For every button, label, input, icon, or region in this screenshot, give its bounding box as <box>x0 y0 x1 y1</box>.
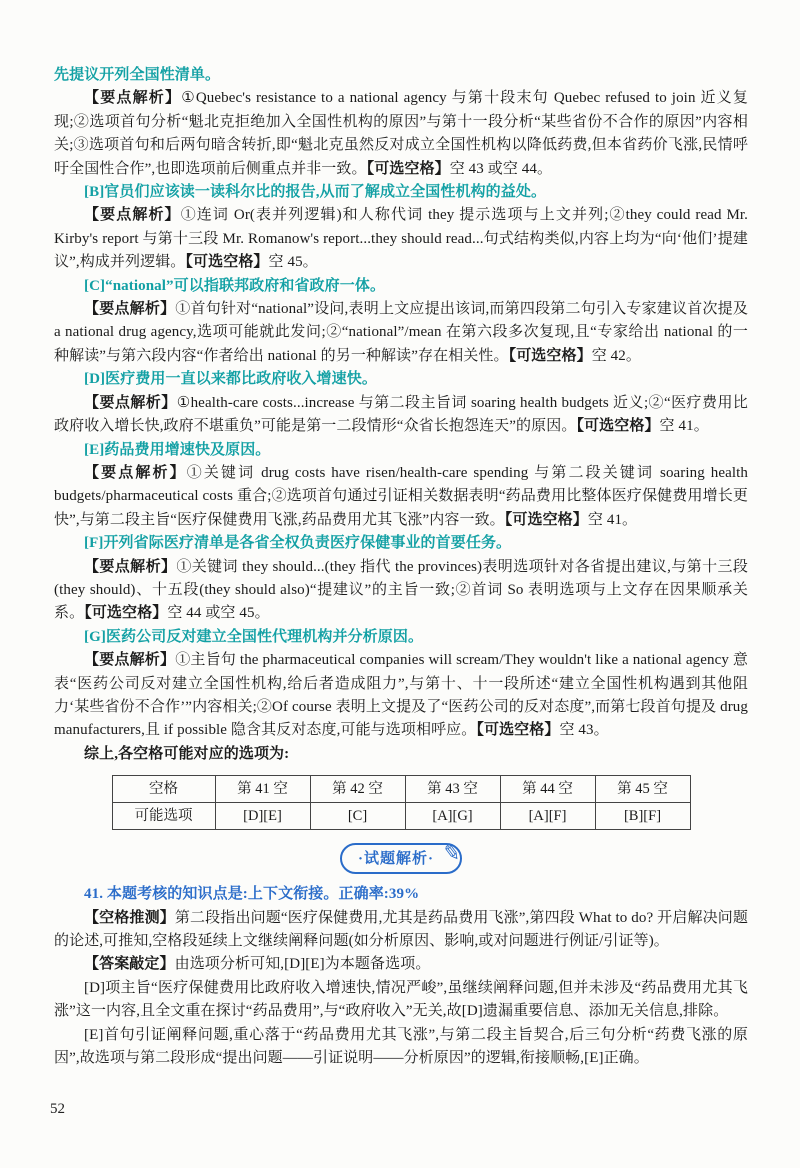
text-segment: 【要点解析】 <box>84 301 176 318</box>
text-segment: ①关键词 drug costs have risen/health-care spending 与第二段关键词 soaring health budgets/pharmaceutical costs 重合;②选项首句通过引证相关数据表明“药品费用比整体医疗保健费用增长更快”,与第二段主旨“医疗保健费用飞涨,药品费用尤其飞涨”内容一致。 <box>54 464 748 528</box>
option-d-analysis <box>54 392 748 439</box>
text-segment: 【可选空格】 <box>504 511 588 528</box>
table-cell-blank44: 第 44 空 <box>500 776 595 803</box>
question-41-heading: 41. 本题考核的知识点是:上下文衔接。正确率:39% <box>84 886 420 903</box>
table-cell-blank42: 第 42 空 <box>310 776 405 803</box>
option-a-tail-heading: 先提议开列全国性清单。 <box>54 67 221 83</box>
table-header-row <box>112 776 690 803</box>
option-c-analysis <box>54 298 748 368</box>
text-segment: 空 43。 <box>559 722 609 739</box>
text-segment: 【要点解析】 <box>84 207 181 224</box>
table-cell-options42: [C] <box>310 803 405 830</box>
text-segment: 由选项分析可知,[D][E]为本题备选项。 <box>174 956 431 973</box>
option-f-heading: [F]开列省际医疗清单是各省全权负责医疗保健事业的首要任务。 <box>84 535 512 552</box>
text-segment: 空 43 或空 44。 <box>449 160 553 177</box>
text-segment: 【要点解析】 <box>84 464 187 481</box>
option-e-analysis <box>54 462 748 532</box>
page-content <box>54 64 748 1070</box>
text-segment: 【可选空格】 <box>185 254 269 271</box>
text-segment: ①关键词 they should...(they 指代 the provinces)表明选项针对各省提出建议,与第十三段(they should)、十五段(they should also)“提建议”的主旨一致;②首词 So 表明选项与上文存在因果顺承关系。 <box>54 558 748 622</box>
text-segment: ①首句针对“national”设问,表明上文应提出该词,而第四段第二句引入专家建议首次提及 a national drug agency,选项可能就此发问;②“national”/mean 在第六段多次复现,且“专家给出 national 的一种解读”与第六段内容“作者给出 national 的另一种解读”存在相关性。 <box>54 301 748 364</box>
text-segment: 空 45。 <box>268 254 318 271</box>
option-e-evaluation-paragraph <box>54 1024 748 1071</box>
text-segment: ①health-care costs...increase 与第二段主旨词 soaring health budgets 近义;②“医疗费用比政府收入增长快,政府不堪重负”可能是第一二段情形“众省长抱怨连天”的原因。 <box>54 394 748 435</box>
option-g-heading: [G]医药公司反对建立全国性代理机构并分析原因。 <box>84 628 424 645</box>
text-segment: 【可选空格】 <box>508 347 592 364</box>
text-segment: 空 44 或空 45。 <box>167 605 270 622</box>
summary-line: 综上,各空格可能对应的选项为: <box>84 745 290 762</box>
badge-label: ·试题解析· <box>357 851 434 868</box>
text-segment: 第二段指出问题“医疗保健费用,尤其是药品费用飞涨”,第四段 What to do? 开启解决问题的论述,可推知,空格段延续上文继续阐释问题(如分析原因、影响,或对问题进行例证/引证等)。 <box>54 909 748 949</box>
text-segment: 空 41。 <box>659 418 709 435</box>
text-segment: ①主旨句 the pharmaceutical companies will scream/They wouldn't like a national agency 意表“医药公司反对建立全国性机构,给后者造成阻力”,与第十、十一段所述“建立全国性机构遇到其他阻力‘某些省份不合作’”内容相关;②Of course 表明上文提及了“医药公司的反对态度”,而第七段首句提及 drug manufacturers,且 if possible 隐含其反对态度,可能与选项相呼应。 <box>54 652 748 739</box>
text-segment: [D]项主旨“医疗保健费用比政府收入增速快,情况严峻”,虽继续阐释问题,但并未涉及“药品费用尤其飞涨”这一内容,且全文重在探讨“药品费用”,与“政府收入”无关,故[D]遗漏重要信息、添加无关信息,排除。 <box>54 979 748 1020</box>
option-d-evaluation-paragraph <box>54 977 748 1024</box>
text-segment: 【要点解析】 <box>84 90 182 107</box>
text-segment: ①连词 Or(表并列逻辑)和人称代词 they 提示选项与上文并列;②they could read Mr. Kirby's report 与第十三段 Mr. Romanow's report...they should read...句式结构类似,内容上均为“向‘他们’提建议”,构成并列逻辑。 <box>54 207 748 271</box>
text-segment: 【可选空格】 <box>366 160 450 177</box>
option-d-heading: [D]医疗费用一直以来都比政府收入增速快。 <box>84 371 377 388</box>
options-table <box>112 775 691 830</box>
answer-confirmation-paragraph <box>54 953 748 976</box>
option-e-heading: [E]药品费用增速快及原因。 <box>84 441 271 458</box>
text-segment: 【要点解析】 <box>84 394 177 411</box>
blank-prediction-paragraph <box>54 907 748 954</box>
table-cell-options44: [A][F] <box>500 803 595 830</box>
section-badge-row <box>54 840 748 874</box>
question-analysis-badge <box>340 840 464 874</box>
table-cell-options41: [D][E] <box>215 803 310 830</box>
table-cell-options43: [A][G] <box>405 803 500 830</box>
text-segment: 【要点解析】 <box>84 652 176 669</box>
text-segment: 【可选空格】 <box>84 605 168 622</box>
text-segment: 【要点解析】 <box>84 558 177 575</box>
text-segment: 空 41。 <box>587 511 638 528</box>
text-segment: 空 42。 <box>591 347 641 364</box>
table-cell-blank-label: 空格 <box>112 776 215 803</box>
text-segment: ①Quebec's resistance to a national agency 与第十段末句 Quebec refused to join 近义复现;②选项首句分析“魁北克拒绝加入全国性机构的原因”与第十一段分析“某些省份不合作的原因”内容相关;③选项首句和后两句暗含转折,即“魁北克虽然反对成立全国性机构以降低药费,但本省药价飞涨,民情呼吁全国性合作”,也即选项前后侧重点并非一致。 <box>54 90 748 177</box>
page-number: 52 <box>50 1101 65 1117</box>
text-segment: [E]首句引证阐释问题,重心落于“药品费用尤其飞涨”,与第二段主旨契合,后三句分析“药费飞涨的原因”,故选项与第二段形成“提出问题——引证说明——分析原因”的逻辑,衔接顺畅,[E]正确。 <box>54 1026 748 1067</box>
table-cell-options45: [B][F] <box>595 803 690 830</box>
option-g-analysis <box>54 649 748 743</box>
table-cell-blank43: 第 43 空 <box>405 776 500 803</box>
option-f-analysis <box>54 556 748 626</box>
table-options-row <box>112 803 690 830</box>
text-segment: 【答案敲定】 <box>84 956 175 973</box>
table-cell-options-label: 可能选项 <box>112 803 215 830</box>
option-b-heading: [B]官员们应该读一读科尔比的报告,从而了解成立全国性机构的益处。 <box>84 184 547 201</box>
text-segment: 【可选空格】 <box>476 722 560 739</box>
text-segment: 【可选空格】 <box>576 418 660 435</box>
table-cell-blank45: 第 45 空 <box>595 776 690 803</box>
option-b-analysis <box>54 204 748 274</box>
option-c-heading: [C]“national”可以指联邦政府和省政府一体。 <box>84 277 386 294</box>
pen-icon: ✎ <box>441 840 464 867</box>
option-a-analysis <box>54 87 748 181</box>
table-cell-blank41: 第 41 空 <box>215 776 310 803</box>
text-segment: 【空格推测】 <box>84 909 175 926</box>
